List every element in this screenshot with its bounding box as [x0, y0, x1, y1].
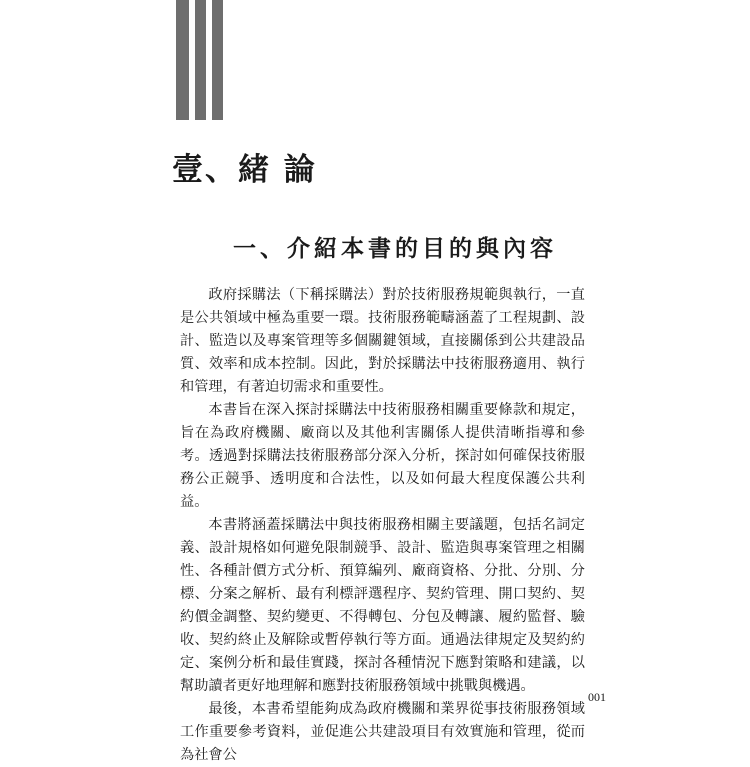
- decorative-bar: [176, 0, 189, 120]
- body-text: [180, 284, 585, 767]
- page-number: 001: [588, 690, 606, 704]
- decorative-bar: [212, 0, 223, 120]
- paragraph: 政府採購法（下稱採購法）對於技術服務規範與執行，一直是公共領域中極為重要一環。技術服務範疇涵蓋了工程規劃、設計、監造以及專案管理等多個關鍵領域，直接關係到公共建設品質、效率和成本控制。因此，對於採購法中技術服務適用、執行和管理，有著迫切需求和重要性。: [180, 287, 585, 395]
- chapter-header-bars: [176, 0, 223, 120]
- decorative-bar: [195, 0, 206, 120]
- paragraph: 本書將涵蓋採購法中與技術服務相關主要議題，包括名詞定義、設計規格如何避免限制競爭、設計、監造與專案管理之相關性、各種計價方式分析、預算編列、廠商資格、分批、分別、分標、分案之解析、最有利標評選程序、契約管理、開口契約、契約價金調整、契約變更、不得轉包、分包及轉讓、履約監督、驗收、契約終止及解除或暫停執行等方面。通過法律規定及契約約定、案例分析和最佳實踐，探討各種情況下應對策略和建議，以幫助讀者更好地理解和應對技術服務領域中挑戰與機遇。: [180, 517, 585, 694]
- paragraph: 最後，本書希望能夠成為政府機關和業界從事技術服務領域工作重要參考資料，並促進公共建設項目有效實施和管理，從而為社會公: [180, 701, 585, 763]
- section-title: 一、介紹本書的目的與內容: [233, 236, 557, 262]
- paragraph: 本書旨在深入探討採購法中技術服務相關重要條款和規定，旨在為政府機關、廠商以及其他利害關係人提供清晰指導和參考。透過對採購法技術服務部分深入分析，探討如何確保技術服務公正競爭、透明度和合法性，以及如何最大程度保護公共利益。: [180, 402, 585, 510]
- chapter-title: 壹、緒 論: [172, 152, 317, 188]
